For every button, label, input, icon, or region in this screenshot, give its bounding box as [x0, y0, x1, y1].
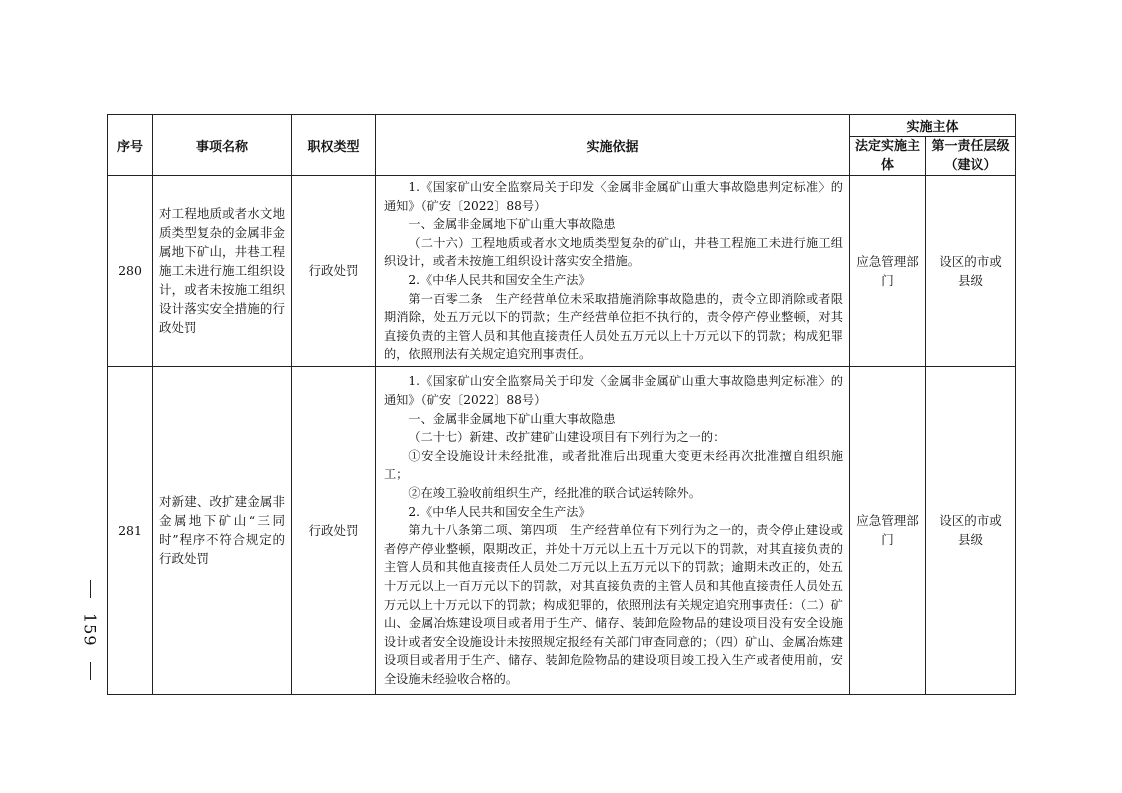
row-legal-subject: 应急管理部门: [850, 366, 926, 694]
basis-line: 一、金属非金属地下矿山重大事故隐患: [408, 411, 616, 426]
basis-line: 2.《中华人民共和国安全生产法》: [408, 272, 591, 287]
basis-line: 2.《中华人民共和国安全生产法》: [408, 504, 591, 519]
basis-line: ①安全设施设计未经批准，或者批准后出现重大变更未经再次批准擅自组织施工；: [384, 448, 843, 482]
row-seq: 281: [108, 366, 153, 694]
basis-line: 一、金属非金属地下矿山重大事故隐患: [408, 217, 616, 232]
row-type: 行政处罚: [292, 176, 376, 367]
basis-line: 1.《国家矿山安全监察局关于印发〈金属非金属矿山重大事故隐患判定标准〉的通知》（矿安〔2022〕88号）: [384, 180, 843, 213]
page-number-text: 159: [80, 613, 100, 647]
basis-line: （二十七）新建、改扩建矿山建设项目有下列行为之一的：: [408, 430, 726, 445]
basis-line: （二十六）工程地质或者水文地质类型复杂的矿山，井巷工程施工未进行施工组织设计，或者未按施工组织设计落实安全措施。: [384, 235, 843, 269]
page-number-dash-top: [90, 580, 91, 598]
header-legal-subject: 法定实施主体: [850, 137, 926, 176]
header-seq: 序号: [108, 115, 153, 176]
row-first-level: 设区的市或县级: [926, 176, 1016, 367]
header-name: 事项名称: [153, 115, 292, 176]
table-row: [108, 176, 1016, 367]
header-subject: 实施主体: [850, 115, 1016, 137]
row-name: 对新建、改扩建金属非金属地下矿山“三同时”程序不符合规定的行政处罚: [153, 366, 292, 694]
page-number-dash-bottom: [90, 662, 91, 680]
enforcement-table: [107, 114, 1016, 695]
basis-line: ②在竣工验收前组织生产，经批准的联合试运转除外。: [408, 485, 701, 500]
header-first-level: 第一责任层级（建议）: [926, 137, 1016, 176]
header-type: 职权类型: [292, 115, 376, 176]
row-type: 行政处罚: [292, 366, 376, 694]
basis-line: 第一百零二条 生产经营单位未采取措施消除事故隐患的，责令立即消除或者限期消除，处五万元以下的罚款；生产经营单位拒不执行的，责令停产停业整顿，对其直接负责的主管人员和其他直接责任人员处五万元以上十万元以下的罚款；构成犯罪的，依照刑法有关规定追究刑事责任。: [384, 291, 843, 362]
row-legal-subject: 应急管理部门: [850, 176, 926, 367]
row-basis: [376, 366, 850, 694]
header-basis: 实施依据: [376, 115, 850, 176]
row-first-level: 设区的市或县级: [926, 366, 1016, 694]
basis-line: 1.《国家矿山安全监察局关于印发〈金属非金属矿山重大事故隐患判定标准〉的通知》（矿安〔2022〕88号）: [384, 374, 843, 407]
basis-line: 第九十八条第二项、第四项 生产经营单位有下列行为之一的，责令停止建设或者停产停业整顿，限期改正，并处十万元以上五十万元以下的罚款，对其直接负责的主管人员和其他直接责任人员处二万元以上五万元以下的罚款；逾期未改正的，处五十万元以上一百万元以下的罚款，对其直接负责的主管人员和其他直接责任人员处五万元以上十万元以下的罚款；构成犯罪的，依照刑法有关规定追究刑事责任：（二）矿山、金属冶炼建设项目或者用于生产、储存、装卸危险物品的建设项目没有安全设施设计或者安全设施设计未按照规定报经有关部门审查同意的；（四）矿山、金属冶炼建设项目或者用于生产、储存、装卸危险物品的建设项目竣工投入生产或者使用前，安全设施未经验收合格的。: [384, 523, 843, 686]
table-row: [108, 366, 1016, 694]
row-basis: [376, 176, 850, 367]
row-seq: 280: [108, 176, 153, 367]
row-name: 对工程地质或者水文地质类型复杂的金属非金属地下矿山，井巷工程施工未进行施工组织设计，或者未按施工组织设计落实安全措施的行政处罚: [153, 176, 292, 367]
page-number: [78, 580, 102, 680]
